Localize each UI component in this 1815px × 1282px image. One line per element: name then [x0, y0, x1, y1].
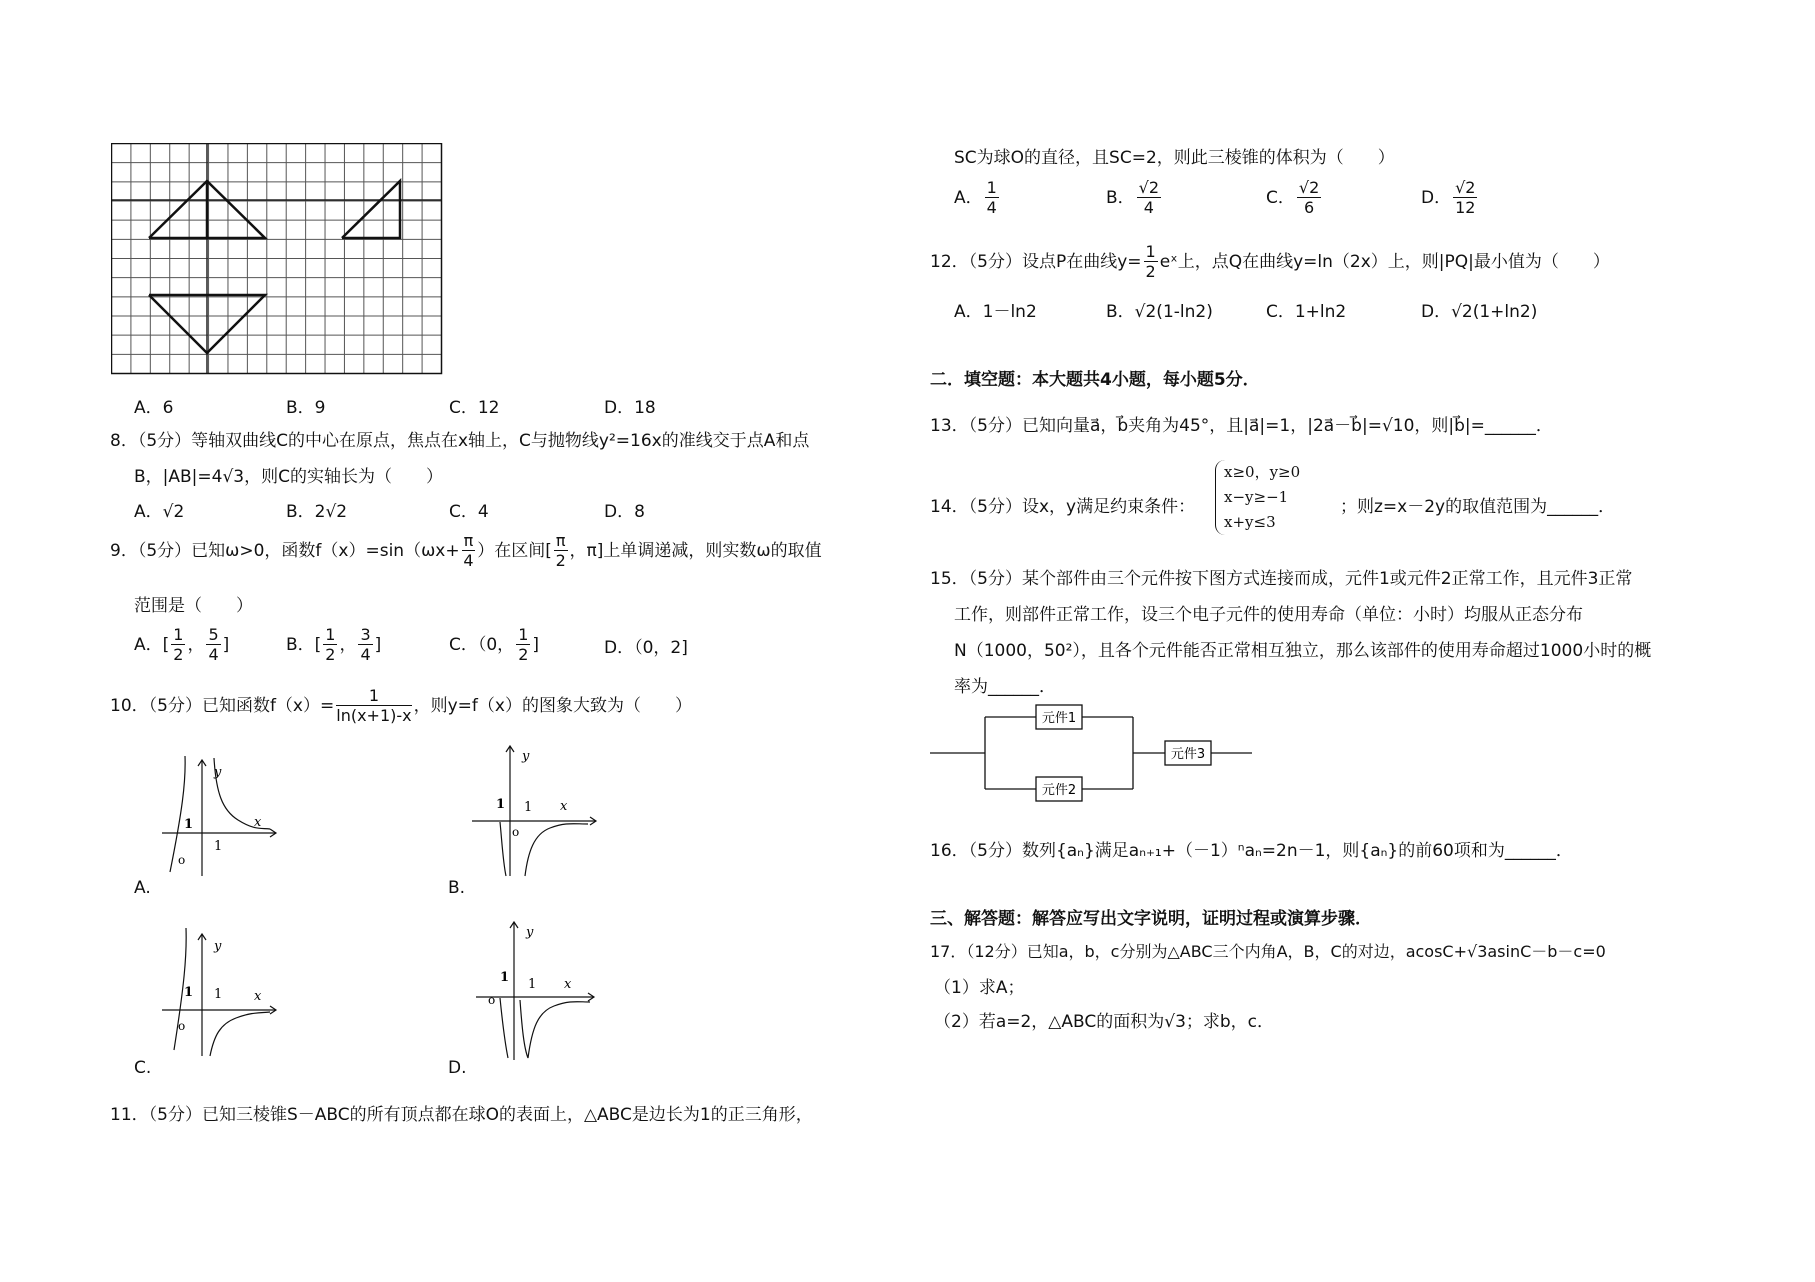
q10-frac: $\frac{1}{\ln(x+1)-x}$: [336, 686, 412, 725]
q10-pre: 10．（5分）已知函数f（x）=: [110, 696, 335, 716]
q10c-one-y: 1: [184, 985, 194, 1000]
q12-frac: $\frac{1}{2}$: [1145, 242, 1156, 281]
q10a-origin: o: [178, 853, 186, 867]
q10d-x-label: x: [564, 977, 572, 992]
q14-constraint-1: x≥0，y≥0: [1224, 463, 1301, 481]
q14-constraint-3: x+y≤3: [1224, 513, 1276, 531]
q8-choice-d: D．8: [604, 502, 645, 522]
q9-frac1: $\frac{\pi}{4}$: [463, 531, 474, 570]
q9-post: ，π]上单调递减，则实数ω的取值: [569, 541, 822, 561]
q12-post: eˣ上，点Q在曲线y=ln（2x）上，则|PQ|最小值为（ ）: [1159, 252, 1610, 272]
q10a-y-label: y: [214, 765, 222, 780]
q9-line2: 范围是（ ）: [134, 596, 253, 616]
q10c-one-x: 1: [214, 987, 223, 1002]
q10-label-b: B.: [448, 878, 466, 898]
q10b-one-x: 1: [524, 800, 533, 815]
q10c-y-label: y: [214, 939, 222, 954]
q10d-origin: o: [488, 993, 496, 1007]
q15-element-2: 元件2: [1041, 783, 1077, 798]
q12-choice-d: D．√2(1+ln2): [1421, 302, 1538, 322]
q12-choice-c: C．1+ln2: [1266, 302, 1347, 322]
q10-graph-b: [470, 742, 600, 882]
q11-line1: 11．（5分）已知三棱锥S－ABC的所有顶点都在球O的表面上，△ABC是边长为1的正三角形，: [110, 1105, 813, 1125]
q15-circuit-diagram: [930, 700, 1260, 808]
q10-graph-a: [160, 752, 280, 880]
q9-choice-a: A．[ $\frac{1}{2}$ ， $\frac{5}{4}$ ]: [134, 625, 230, 664]
q15-line3: N（1000，50²），且各个元件能否正常相互独立，那么该部件的使用寿命超过1000小时的概: [954, 641, 1652, 661]
q8-line1: 8．（5分）等轴双曲线C的中心在原点，焦点在x轴上，C与抛物线y²=16x的准线交于点A和点: [110, 431, 810, 451]
q15-line2: 工作，则部件正常工作，设三个电子元件的使用寿命（单位：小时）均服从正态分布: [954, 605, 1583, 625]
q11-choice-a: A． $\frac{1}{4}$: [954, 178, 997, 217]
q10b-origin: o: [512, 825, 520, 839]
q10d-one-x: 1: [528, 977, 537, 992]
q10b-one-y: 1: [496, 797, 506, 812]
q11-choice-b: B． $\frac{√2}{4}$: [1106, 178, 1160, 217]
q8-choice-c: C．4: [449, 502, 489, 522]
q10a-one-x: 1: [214, 839, 223, 854]
q9-line1: [110, 533, 822, 569]
q9-frac2: $\frac{\pi}{2}$: [555, 531, 566, 570]
q10-graph-c: [160, 926, 280, 1060]
q10-line: [110, 688, 692, 724]
q9-choice-b: B．[ $\frac{1}{2}$ ， $\frac{3}{4}$ ]: [286, 625, 382, 664]
q10c-x-label: x: [254, 989, 262, 1004]
q13-line: 13．（5分）已知向量a⃗，b⃗夹角为45°，且|a⃗|=1，|2a⃗－b⃗|=√10，则|b⃗|=______．: [930, 416, 1553, 436]
q14-constraints: [1215, 460, 1300, 535]
q10b-y-label: y: [522, 749, 530, 764]
q10a-one-y: 1: [184, 817, 194, 832]
q7-choice-a: A．6: [134, 398, 174, 418]
section2-heading: 二．填空题：本大题共4小题，每小题5分．: [930, 370, 1260, 390]
q7-choice-d: D．18: [604, 398, 656, 418]
q7-choice-b: B．9: [286, 398, 326, 418]
q11-choice-c: C． $\frac{√2}{6}$: [1266, 178, 1320, 217]
q10-label-d: D.: [448, 1058, 467, 1078]
q10c-origin: o: [178, 1019, 186, 1033]
q15-line1: 15．（5分）某个部件由三个元件按下图方式连接而成，元件1或元件2正常工作，且元件3正常: [930, 569, 1633, 589]
q15-element-3: 元件3: [1170, 747, 1206, 762]
q10-label-a: A.: [134, 878, 151, 898]
q17-part2: （2）若a=2，△ABC的面积为√3；求b，c．: [934, 1012, 1275, 1032]
q17-part1: （1）求A；: [934, 978, 1025, 998]
q9-choice-d: D．（0，2]: [604, 638, 688, 658]
q12-choice-a: A．1－ln2: [954, 302, 1037, 322]
q12-choice-b: B．√2(1-ln2): [1106, 302, 1213, 322]
q12-line: [930, 244, 1610, 280]
q15-element-1: 元件1: [1041, 711, 1077, 726]
q9-mid: ）在区间[: [477, 541, 552, 561]
q10b-x-label: x: [560, 799, 568, 814]
q14-pre: 14．（5分）设x，y满足约束条件：: [930, 497, 1196, 517]
q10d-one-y: 1: [500, 970, 510, 985]
q14-constraint-2: x−y≥−1: [1224, 488, 1289, 506]
q10-graph-d: [474, 918, 598, 1064]
q10a-x-label: x: [254, 815, 262, 830]
q17-line1: 17．（12分）已知a，b，c分别为△ABC三个内角A，B，C的对边，acosC+√3asinC－b－c=0: [930, 942, 1606, 961]
q10-label-c: C.: [134, 1058, 152, 1078]
q9-pre: 9．（5分）已知ω>0，函数f（x）=sin（ωx+: [110, 541, 460, 561]
q10-post: ，则y=f（x）的图象大致为（ ）: [413, 696, 692, 716]
q14-line: [930, 492, 1195, 517]
q9-choice-c: C．（0， $\frac{1}{2}$ ]: [449, 625, 540, 664]
q12-pre: 12．（5分）设点P在曲线y=: [930, 252, 1142, 272]
q8-line2: B，|AB|=4√3，则C的实轴长为（ ）: [134, 467, 443, 487]
q7-grid-figure: [111, 143, 443, 375]
q11-choice-d: D． $\frac{√2}{12}$: [1421, 178, 1476, 217]
q7-choice-c: C．12: [449, 398, 500, 418]
q8-choice-b: B．2√2: [286, 502, 348, 522]
q8-choice-a: A．√2: [134, 502, 185, 522]
q15-line4: 率为______．: [954, 677, 1056, 697]
q10d-y-label: y: [526, 925, 534, 940]
section3-heading: 三、解答题：解答应写出文字说明，证明过程或演算步骤．: [930, 909, 1372, 929]
q16-line: 16．（5分）数列{aₙ}满足aₙ₊₁+（－1）ⁿaₙ=2n－1，则{aₙ}的前60项和为______．: [930, 841, 1573, 861]
q11-line2: SC为球O的直径，且SC=2，则此三棱锥的体积为（ ）: [954, 148, 1395, 168]
q14-post: ；则z=x－2y的取值范围为______．: [1340, 497, 1616, 517]
